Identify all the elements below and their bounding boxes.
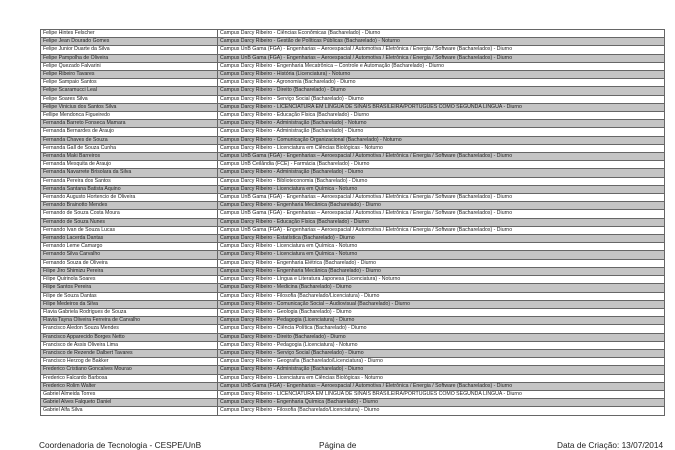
table-row xyxy=(41,317,665,325)
candidate-name-cell: Flavia Gabriela Rodrigues de Souza xyxy=(41,308,218,316)
table-row xyxy=(41,300,665,308)
course-cell: Campus UnB Ceilândia (FCE) - Farmácia (Bacharelado) - Diurno xyxy=(218,161,665,169)
candidate-name-cell: Francisco de Assis Oliveira Lima xyxy=(41,341,218,349)
candidate-name-cell: Filipe de Souza Dantas xyxy=(41,292,218,300)
course-cell: Campus Darcy Ribeiro - Educação Física (Bacharelado) - Diurno xyxy=(218,112,665,120)
course-cell: Campus Darcy Ribeiro - Serviço Social (Bacharelado) - Diurno xyxy=(218,95,665,103)
table-row xyxy=(41,399,665,407)
course-cell: Campus Darcy Ribeiro - Administração (Bacharelado) - Diurno xyxy=(218,169,665,177)
table-row xyxy=(41,284,665,292)
course-cell: Campus Darcy Ribeiro - Filosofia (Bacharelado/Licenciatura) - Diurno xyxy=(218,292,665,300)
candidate-name-cell: Fellipe Mendonca Figueiredo xyxy=(41,112,218,120)
course-cell: Campus UnB Gama (FGA) - Engenharias – Aeroespacial / Automotiva / Eletrônica / Energia / Software (Bacharelados) - Diurno xyxy=(218,382,665,390)
table-row xyxy=(41,194,665,202)
candidate-name-cell: Frederico Rolim Walter xyxy=(41,382,218,390)
table-row xyxy=(41,103,665,111)
candidate-name-cell: Fernando de Souza Nunes xyxy=(41,218,218,226)
table-row xyxy=(41,235,665,243)
table-row xyxy=(41,243,665,251)
candidate-name-cell: Fernando Lacerda Dantas xyxy=(41,235,218,243)
course-cell: Campus Darcy Ribeiro - Direito (Bacharelado) - Diurno xyxy=(218,87,665,95)
course-cell: Campus Darcy Ribeiro - Engenharia Química (Bacharelado) - Diurno xyxy=(218,399,665,407)
candidate-name-cell: Felipe Ribeiro Tavares xyxy=(41,71,218,79)
table-row xyxy=(41,161,665,169)
table-row xyxy=(41,46,665,54)
candidate-name-cell: Fernando Leme Camargo xyxy=(41,243,218,251)
course-cell: Campus Darcy Ribeiro - Ciências Econômicas (Bacharelado) - Diurno xyxy=(218,30,665,38)
candidate-name-cell: Felipe Scaramucci Leal xyxy=(41,87,218,95)
table-row xyxy=(41,71,665,79)
candidate-name-cell: Fernanda Santana Batista Aquino xyxy=(41,185,218,193)
table-row xyxy=(41,210,665,218)
candidate-name-cell: Fernanda Pereira dos Santos xyxy=(41,177,218,185)
footer-page-number: Página de xyxy=(319,440,357,450)
table-row xyxy=(41,308,665,316)
candidate-name-cell: Francisco Apparecido Borges Netto xyxy=(41,333,218,341)
table-row xyxy=(41,333,665,341)
course-cell: Campus UnB Gama (FGA) - Engenharias – Aeroespacial / Automotiva / Eletrônica / Energia / Software (Bacharelados) - Diurno xyxy=(218,153,665,161)
candidate-name-cell: Fernando Augusto Hortencio de Oliveira xyxy=(41,194,218,202)
candidate-name-cell: Fernanda Navarrete Brisolara da Silva xyxy=(41,169,218,177)
course-cell: Campus Darcy Ribeiro - Pedagogia (Licenciatura) - Diurno xyxy=(218,317,665,325)
course-cell: Campus Darcy Ribeiro - Licenciatura em Ciências Biológicas - Noturno xyxy=(218,374,665,382)
course-cell: Campus Darcy Ribeiro - Geografia (Bacharelado/Licenciatura) - Diurno xyxy=(218,358,665,366)
table-row xyxy=(41,407,665,415)
candidate-name-cell: Fernando Brainotto Mendes xyxy=(41,202,218,210)
candidate-name-cell: Fernando Ivan de Souza Lucas xyxy=(41,226,218,234)
candidate-name-cell: Fernanda Gall de Souza Cunha xyxy=(41,144,218,152)
table-row xyxy=(41,374,665,382)
table-row xyxy=(41,218,665,226)
candidate-name-cell: Fernando Silva Carvalho xyxy=(41,251,218,259)
candidate-name-cell: Filipe Quirinola Soares xyxy=(41,276,218,284)
table-row xyxy=(41,349,665,357)
course-cell: Campus Darcy Ribeiro - Pedagogia (Licenciatura) - Noturno xyxy=(218,341,665,349)
course-cell: Campus Darcy Ribeiro - Comunicação Social – Audiovisual (Bacharelado) - Diurno xyxy=(218,300,665,308)
table-row xyxy=(41,79,665,87)
course-cell: Campus UnB Gama (FGA) - Engenharias – Aeroespacial / Automotiva / Eletrônica / Energia / Software (Bacharelados) - Diurno xyxy=(218,194,665,202)
candidate-name-cell: Felipe Sampaio Santos xyxy=(41,79,218,87)
candidate-name-cell: Gabriel Almeida Torres xyxy=(41,390,218,398)
candidate-name-cell: Gabriel Alves Falqueto Daniel xyxy=(41,399,218,407)
table-row xyxy=(41,120,665,128)
course-cell: Campus Darcy Ribeiro - Ciência Política (Bacharelado) - Diurno xyxy=(218,325,665,333)
candidate-name-cell: Felipe Junior Duarte da Silva xyxy=(41,46,218,54)
course-cell: Campus Darcy Ribeiro - Educação Física (Bacharelado) - Diurno xyxy=(218,218,665,226)
course-cell: Campus Darcy Ribeiro - Engenharia Mecatrônica – Controle e Automação (Bacharelado) - Diurno xyxy=(218,62,665,70)
course-cell: Campus Darcy Ribeiro - Direito (Bacharelado) - Diurno xyxy=(218,333,665,341)
table-row xyxy=(41,112,665,120)
table-row xyxy=(41,54,665,62)
course-cell: Campus Darcy Ribeiro - Administração (Bacharelado) - Diurno xyxy=(218,366,665,374)
candidate-name-cell: Flavia Tayna Oliveira Ferreira de Carvalho xyxy=(41,317,218,325)
candidate-name-cell: Felipe Soares Silva xyxy=(41,95,218,103)
table-row xyxy=(41,169,665,177)
course-cell: Campus Darcy Ribeiro - Administração (Bacharelado) - Noturno xyxy=(218,120,665,128)
table-row xyxy=(41,259,665,267)
table-row xyxy=(41,390,665,398)
table-row xyxy=(41,62,665,70)
table-row xyxy=(41,136,665,144)
candidate-name-cell: Felipe Jean Dourado Gomes xyxy=(41,38,218,46)
candidate-name-cell: Francisco Herzog de Bakker xyxy=(41,358,218,366)
course-cell: Campus Darcy Ribeiro - Estatística (Bacharelado) - Diurno xyxy=(218,235,665,243)
table-row xyxy=(41,87,665,95)
table-row xyxy=(41,276,665,284)
candidate-name-cell: Francisco Aledon Souza Mendes xyxy=(41,325,218,333)
candidate-name-cell: Felipe Pampolha de Oliveira xyxy=(41,54,218,62)
candidate-name-cell: Felipe Hintes Felscher xyxy=(41,30,218,38)
table-row xyxy=(41,30,665,38)
course-cell: Campus Darcy Ribeiro - Engenharia Mecânica (Bacharelado) - Diurno xyxy=(218,202,665,210)
course-cell: Campus Darcy Ribeiro - Biblioteconomia (Bacharelado) - Diurno xyxy=(218,177,665,185)
course-cell: Campus Darcy Ribeiro - Filosofia (Bacharelado/Licenciatura) - Diurno xyxy=(218,407,665,415)
course-cell: Campus UnB Gama (FGA) - Engenharias – Aeroespacial / Automotiva / Eletrônica / Energia / Software (Bacharelados) - Diurno xyxy=(218,46,665,54)
candidate-name-cell: Filipe Medeiros da Silva xyxy=(41,300,218,308)
course-cell: Campus Darcy Ribeiro - Geologia (Bacharelado) - Diurno xyxy=(218,308,665,316)
course-cell: Campus Darcy Ribeiro - Administração (Bacharelado) - Diurno xyxy=(218,128,665,136)
course-cell: Campus Darcy Ribeiro - Engenharia Mecânica (Bacharelado) - Diurno xyxy=(218,267,665,275)
candidate-name-cell: Fernando Souza de Oliveira xyxy=(41,259,218,267)
table-row xyxy=(41,267,665,275)
course-cell: Campus Darcy Ribeiro - Engenharia Elétrica (Bacharelado) - Diurno xyxy=(218,259,665,267)
course-cell: Campus Darcy Ribeiro - Licenciatura em Química - Noturno xyxy=(218,185,665,193)
course-cell: Campus UnB Gama (FGA) - Engenharias – Aeroespacial / Automotiva / Eletrônica / Energia / Software (Bacharelados) - Diurno xyxy=(218,210,665,218)
table-row xyxy=(41,358,665,366)
table-row xyxy=(41,144,665,152)
course-cell: Campus Darcy Ribeiro - Licenciatura em Ciências Biológicas - Noturno xyxy=(218,144,665,152)
course-cell: Campus Darcy Ribeiro - História (Licenciatura) - Noturno xyxy=(218,71,665,79)
table-row xyxy=(41,251,665,259)
candidate-name-cell: Gabriel Alfa Silva xyxy=(41,407,218,415)
course-cell: Campus Darcy Ribeiro - Licenciatura em Química - Noturno xyxy=(218,243,665,251)
table-row xyxy=(41,226,665,234)
course-cell: Campus Darcy Ribeiro - Gestão de Políticas Públicas (Bacharelado) - Noturno xyxy=(218,38,665,46)
course-cell: Campus UnB Gama (FGA) - Engenharias – Aeroespacial / Automotiva / Eletrônica / Energia / Software (Bacharelados) - Diurno xyxy=(218,54,665,62)
results-table xyxy=(40,29,665,416)
table-row xyxy=(41,382,665,390)
candidate-name-cell: Frederico Falcardo Barbosa xyxy=(41,374,218,382)
course-cell: Campus Darcy Ribeiro - LICENCIATURA EM LÍNGUA DE SINAIS BRASILEIRA/PORTUGUÊS COMO SEGUNDA LÍNGUA - Diurno xyxy=(218,103,665,111)
table-row xyxy=(41,185,665,193)
table-row xyxy=(41,38,665,46)
table-row xyxy=(41,366,665,374)
course-cell: Campus Darcy Ribeiro - Agronomia (Bacharelado) - Diurno xyxy=(218,79,665,87)
footer-creation-date: Data de Criação: 13/07/2014 xyxy=(557,440,664,450)
table-row xyxy=(41,202,665,210)
table-row xyxy=(41,95,665,103)
table-row xyxy=(41,128,665,136)
table-row xyxy=(41,153,665,161)
course-cell: Campus Darcy Ribeiro - Comunicação Organizacional (Bacharelado) - Noturno xyxy=(218,136,665,144)
table-row xyxy=(41,325,665,333)
candidate-name-cell: Fernando de Souza Costa Moura xyxy=(41,210,218,218)
course-cell: Campus Darcy Ribeiro - Licenciatura em Química - Noturno xyxy=(218,251,665,259)
candidate-name-cell: Felipe Quezado Falvarini xyxy=(41,62,218,70)
candidate-name-cell: Fernanda Bernardes de Araujo xyxy=(41,128,218,136)
candidate-name-cell: Fernanda Maki Barreiros xyxy=(41,153,218,161)
candidate-name-cell: Filipe Santos Pereira xyxy=(41,284,218,292)
candidate-name-cell: Fernanda Mesquita de Araujo xyxy=(41,161,218,169)
course-cell: Campus Darcy Ribeiro - Medicina (Bacharelado) - Diurno xyxy=(218,284,665,292)
results-table-body xyxy=(41,30,665,416)
candidate-name-cell: Filipe Jiro Shimizu Pereira xyxy=(41,267,218,275)
footer-organization: Coordenadoria de Tecnologia - CESPE/UnB xyxy=(39,440,202,450)
candidate-name-cell: Fernanda Chaves de Souza xyxy=(41,136,218,144)
table-row xyxy=(41,341,665,349)
candidate-name-cell: Francisco de Rezende Dalbert Tavares xyxy=(41,349,218,357)
candidate-name-cell: Felipe Vinicius dos Santos Silva xyxy=(41,103,218,111)
candidate-name-cell: Frederico Cristiano Goncalves Mourao xyxy=(41,366,218,374)
course-cell: Campus Darcy Ribeiro - Língua e Literatura Japonesa (Licenciatura) - Noturno xyxy=(218,276,665,284)
candidate-name-cell: Fernanda Barreto Fonseca Mamara xyxy=(41,120,218,128)
course-cell: Campus UnB Gama (FGA) - Engenharias – Aeroespacial / Automotiva / Eletrônica / Energia / Software (Bacharelados) - Diurno xyxy=(218,226,665,234)
table-row xyxy=(41,177,665,185)
course-cell: Campus Darcy Ribeiro - Serviço Social (Bacharelado) - Diurno xyxy=(218,349,665,357)
course-cell: Campus Darcy Ribeiro - LICENCIATURA EM LÍNGUA DE SINAIS BRASILEIRA/PORTUGUÊS COMO SEGUNDA LÍNGUA - Diurno xyxy=(218,390,665,398)
table-row xyxy=(41,292,665,300)
